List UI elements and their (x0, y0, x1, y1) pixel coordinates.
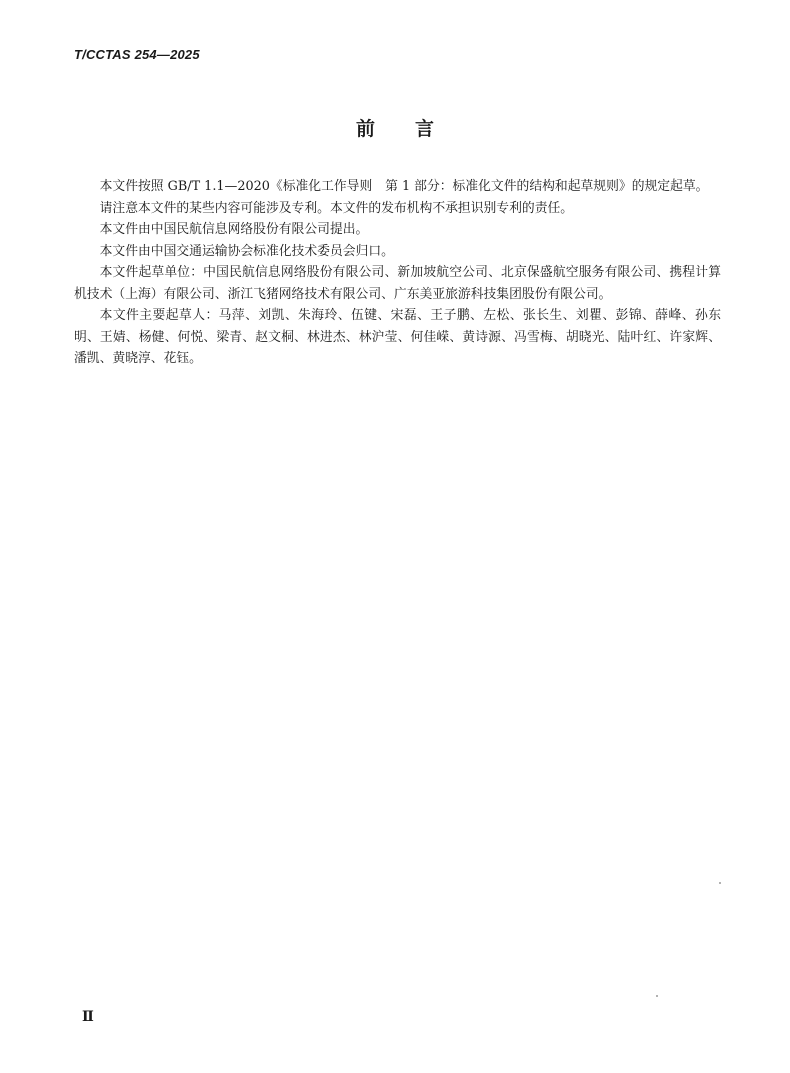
paragraph-drafters: 本文件主要起草人：马萍、刘凯、朱海玲、伍键、宋磊、王子鹏、左松、张长生、刘瞿、彭锦、薛峰、孙东明、王婧、杨健、何悦、梁青、赵文桐、林进杰、林沪莹、何佳嵘、黄诗源、冯雪梅、胡晓光、陆叶红、许家辉、潘凯、黄晓淳、花钰。 (74, 308, 721, 366)
document-code: T/CCTAS 254—2025 (74, 47, 200, 62)
paragraph-drafting-rules: 本文件按照 GB/T 1.1—2020《标准化工作导则 第 1 部分：标准化文件的结构和起草规则》的规定起草。 (99, 179, 709, 194)
page-title-part-1: 前 (355, 118, 375, 140)
paragraph-committee: 本文件由中国交通运输协会标准化技术委员会归口。 (99, 243, 394, 259)
scan-speck (656, 995, 658, 997)
page-number: Ⅱ (82, 1009, 94, 1025)
foreword-body (74, 176, 721, 370)
paragraph-patent-notice: 请注意本文件的某些内容可能涉及专利。本文件的发布机构不承担识别专利的责任。 (99, 200, 574, 216)
page-title (0, 114, 790, 141)
page-title-part-2: 言 (415, 118, 435, 140)
scan-speck (719, 882, 721, 884)
paragraph-drafting-units: 本文件起草单位：中国民航信息网络股份有限公司、新加坡航空公司、北京保盛航空服务有限公司、携程计算机技术（上海）有限公司、浙江飞猪网络技术有限公司、广东美亚旅游科技集团股份有限公司。 (74, 265, 721, 302)
paragraph-proposer: 本文件由中国民航信息网络股份有限公司提出。 (99, 222, 369, 237)
